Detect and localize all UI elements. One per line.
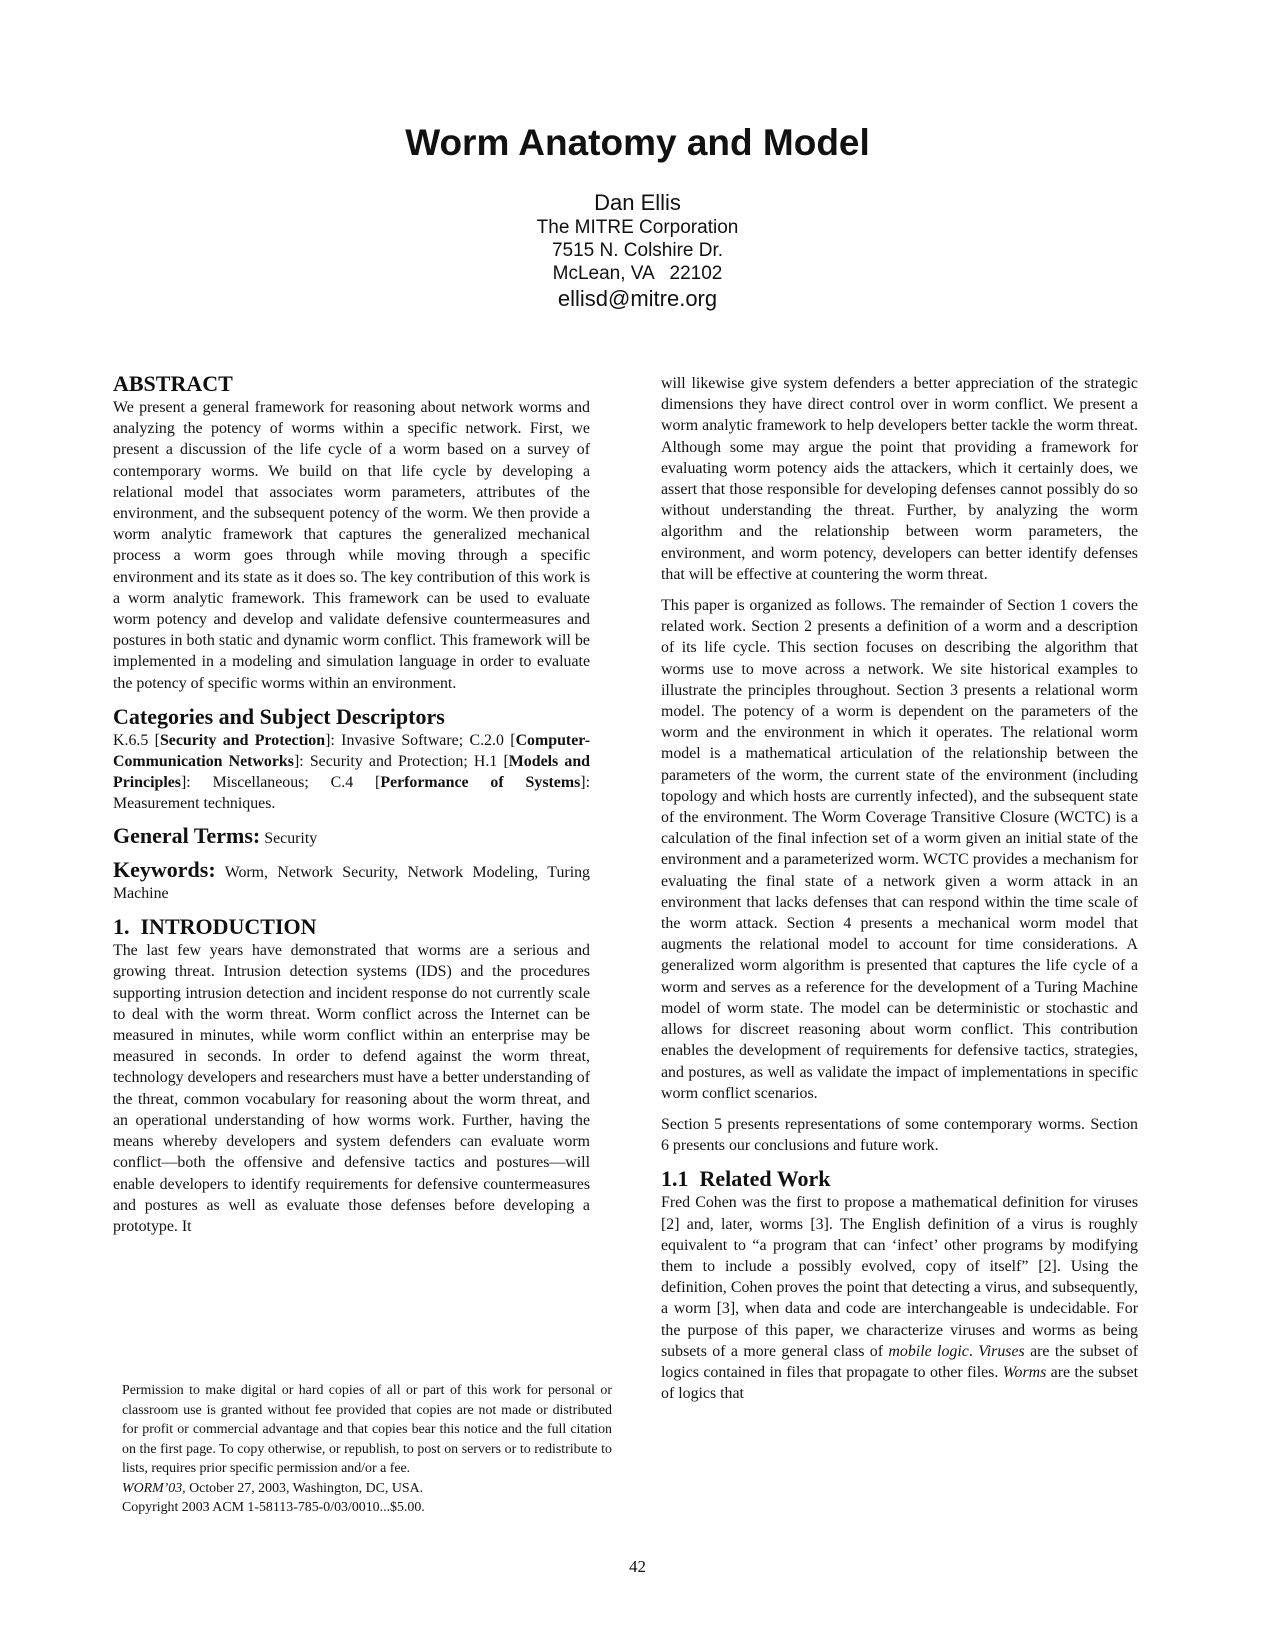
categories-bold: Performance of Systems: [380, 774, 581, 792]
keywords-heading: Keywords:: [113, 856, 216, 882]
related-text-part: are the subset of logics contained in files that propagate to other files.: [661, 1342, 1138, 1381]
categories-text: [113, 730, 590, 815]
categories-part: K.6.5 [: [113, 731, 160, 749]
related-text-part: are the subset of logics that: [661, 1363, 1138, 1403]
categories-part: ]: Invasive Software; C.2.0 [: [325, 731, 516, 749]
related-text-part: .: [968, 1342, 979, 1360]
left-column: [113, 371, 590, 1247]
copyright-line: Copyright 2003 ACM 1-58113-785-0/03/0010...$5.00.: [122, 1500, 425, 1515]
categories-heading: Categories and Subject Descriptors: [113, 703, 445, 729]
general-terms: [113, 822, 590, 849]
categories-part: ]: Measurement techniques.: [113, 774, 590, 813]
author-address-line1: 7515 N. Colshire Dr.: [551, 240, 724, 261]
introduction-heading: 1. INTRODUCTION: [113, 914, 317, 940]
introduction-text: The last few years have demonstrated that worms are a serious and growing threat. Intrusion detection systems (IDS) and the procedures supporting intrusion detection and incident response do not currently scale to deal with the worm threat. Worm conflict across the Internet can be measured in minutes, while worm conflict within an enterprise may be measured in seconds. In order to defend against the worm threat, technology developers and researchers must have a better understanding of the threat, common vocabulary for reasoning about the worm threat, and an operational understanding of how worms work. Further, having the means whereby developers and system defenders can evaluate worm conflict—both the offensive and defensive tactics and postures—will enable developers to identify requirements for defensive countermeasures and postures as well as evaluate those defenses before developing a prototype. It: [113, 942, 590, 1235]
page-number: 42: [629, 1557, 646, 1576]
conference-details: October 27, 2003, Washington, DC, USA.: [185, 1480, 424, 1496]
author-address-line2: McLean, VA 22102: [552, 263, 723, 284]
categories-bold: Models and Principles: [113, 753, 590, 792]
permission-text: Permission to make digital or hard copies of all or part of this work for personal or classroom use is granted without fee provided that copies are not made or distributed for profit or commercial advantage and that copies bear this notice and the full citation on the first page. To copy otherwise, or republish, to post on servers or to redistribute to lists, requires prior specific permission and/or a fee.: [122, 1383, 612, 1476]
related-italic: Viruses: [978, 1342, 1025, 1360]
paper-header: [0, 120, 1275, 313]
keywords-text: Worm, Network Security, Network Modeling, Turing Machine: [113, 863, 590, 903]
paper-title: Worm Anatomy and Model: [405, 122, 870, 163]
categories-bold: Security and Protection: [159, 731, 326, 749]
author-organization: The MITRE Corporation: [536, 217, 739, 238]
permission-notice: [122, 1381, 612, 1518]
related-work-text: [661, 1192, 1138, 1404]
sections-summary: Section 5 presents representations of some contemporary worms. Section 6 presents our conclusions and future work.: [661, 1115, 1138, 1155]
categories-bold: Computer-Communication Networks: [113, 731, 591, 771]
author-name: Dan Ellis: [594, 190, 681, 215]
categories-part: ]: Miscellaneous; C.4 [: [180, 774, 381, 792]
intro-continuation: will likewise give system defenders a better appreciation of the strategic dimensions they have direct control over in worm conflict. We present a worm analytic framework to help developers better tackle the worm threat. Although some may argue the point that providing a framework for evaluating worm potency aids the attackers, which it certainly does, we assert that those responsible for developing defenses cannot possibly do so without understanding the threat. Further, by analyzing the worm algorithm and the relationship between worm parameters, the environment, and worm potency, developers can better identify defenses that will be effective at countering the worm threat.: [661, 375, 1138, 583]
related-italic: mobile logic: [888, 1342, 969, 1360]
related-text-part: Fred Cohen was the first to propose a mathematical definition for viruses [2] and, later, worms [3]. The English definition of a virus is roughly equivalent to “a program that can ‘infect’ other programs by modifying them to include a possibly evolved, copy of itself” [2]. Using the definition, Cohen proves the point that detecting a virus, and subsequently, a worm [3], when data and code are interchangeable is undecidable. For the purpose of this paper, we characterize viruses and worms as being subsets of a more general class of: [661, 1194, 1138, 1360]
keywords: [113, 856, 590, 904]
related-work-heading: 1.1 Related Work: [661, 1166, 831, 1192]
categories-part: ]: Security and Protection; H.1 [: [293, 753, 509, 771]
author-email: ellisd@mitre.org: [557, 286, 718, 311]
general-terms-heading: General Terms:: [113, 822, 261, 848]
abstract-text: We present a general framework for reasoning about network worms and analyzing the potency of worms within a specific network. First, we present a discussion of the life cycle of a worm based on a survey of contemporary worms. We build on that life cycle by developing a relational model that associates worm parameters, attributes of the environment, and the subsequent potency of the worm. We then provide a worm analytic framework that captures the generalized mechanical process a worm goes through while moving through a specific environment and its state as it does so. The key contribution of this work is a worm analytic framework. This framework can be used to evaluate worm potency and develop and validate defensive countermeasures and postures in both static and dynamic worm conflict. This framework will be implemented in a modeling and simulation language in order to evaluate the potency of specific worms within an environment.: [113, 399, 590, 692]
right-column: [661, 373, 1138, 1414]
abstract-heading: ABSTRACT: [113, 371, 233, 396]
related-italic: Worms: [1002, 1363, 1047, 1381]
conference-name: WORM’03,: [122, 1480, 186, 1496]
paper-organization: This paper is organized as follows. The remainder of Section 1 covers the related work. Section 2 presents a definition of a worm and a description of its life cycle. This section focuses on describing the algorithm that worms use to move across a network. We site historical examples to illustrate the principles throughout. Section 3 presents a relational worm model. The potency of a worm is dependent on the parameters of the worm and the environment in which it operates. The relational worm model is a mathematical articulation of the relationship between the parameters of the worm, the current state of the environment (including topology and which hosts are currently infected), and the subsequent state of the environment. The Worm Coverage Transitive Closure (WCTC) is a calculation of the final infection set of a worm given an initial state of the environment and a parameterized worm. WCTC provides a mechanism for evaluating the final state of a network given a worm attack in an environment that lacks defenses that can respond within the time scale of the worm attack. Section 4 presents a mechanical worm model that augments the relational model to account for time considerations. A generalized worm algorithm is presented that captures the life cycle of a worm and serves as a reference for the development of a Turing Machine model of worm state. The model can be deterministic or stochastic and allows for discreet reasoning about worm conflict. This contribution enables the development of requirements for defensive tactics, strategies, and postures, as well as validate the impact of implementations in specific worm conflict scenarios.: [661, 597, 1138, 1102]
general-terms-text: Security: [264, 829, 318, 847]
conference-line: [122, 1479, 612, 1499]
